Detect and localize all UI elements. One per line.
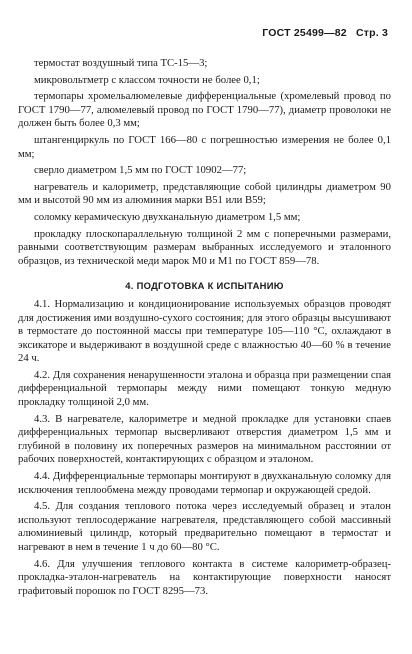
equipment-item: соломку керамическую двухканальную диаметром 1,5 мм;	[34, 210, 301, 223]
clause-4-1: 4.1. Нормализацию и кондиционирование используемых образцов проводят для достижения ими воздушно-сухого состояния; для этого образцы высушивают в термостате до постоянной массы при температуре 105—110 °С, охлаждают в эксикаторе и выдерживают в воздушной среде с влажностью 40—60 % в течение 24 ч.	[18, 297, 391, 365]
equipment-item: термостат воздушный типа ТС-15—3;	[34, 57, 208, 69]
page-header	[256, 27, 388, 39]
clause-4-4: 4.4. Дифференциальные термопары монтируют в двухканальную соломку для исключения теплообмена между проводами термопар и окружающей средой.	[18, 470, 391, 496]
equipment-item: сверло диаметром 1,5 мм по ГОСТ 10902—77;	[34, 164, 247, 177]
clause-4-2: 4.2. Для сохранения ненарушенности эталона и образца при размещении спая дифференциальной термопары между ними помещают тонкую медную прокладку толщиной 2,0 мм.	[18, 368, 391, 409]
equipment-item: прокладку плоскопараллельную толщиной 2 мм с поперечными размерами, равными соответствующим размерам выбранных исследуемого и эталонного образцов, из технической меди марок М0 и М1 по ГОСТ 859—78.	[18, 227, 391, 267]
clause-4-6: 4.6. Для улучшения теплового контакта в системе калориметр-образец-прокладка-эталон-нагреватель на контактирующие поверхности наносят графитовый порошок по ГОСТ 8295—73.	[18, 557, 391, 597]
equipment-item: штангенциркуль по ГОСТ 166—80 с погрешностью измерения не более 0,1 мм;	[18, 133, 391, 160]
section-title: 4. ПОДГОТОВКА К ИСПЫТАНИЮ	[125, 280, 284, 292]
clause-4-3: 4.3. В нагревателе, калориметре и медной прокладке для установки спаев дифференциальных термопар высверливают отверстия диаметром 1,5 мм и глубиной в половину их поперечных размеров на минимальном расстоянии от рабочих поверхностей, контактирующих с образцом и эталоном.	[18, 412, 391, 466]
standard-number: ГОСТ 25499—82	[262, 27, 347, 39]
page-body	[18, 57, 391, 601]
page-number: Стр. 3	[355, 27, 388, 39]
equipment-item: микровольтметр с классом точности не более 0,1;	[34, 73, 260, 86]
equipment-item: нагреватель и калориметр, представляющие собой цилиндры диаметром 90 мм и высотой 90 мм из алюминия марки В51 или В59;	[18, 180, 391, 207]
clause-4-5: 4.5. Для создания теплового потока через исследуемый образец и эталон используют теплосодержание нагревателя, представляющего собой массивный алюминиевый цилиндр, который предварительно помещают в термостат и нагревают в нем в течение 1 ч до 60—80 °С.	[18, 500, 391, 553]
equipment-item: термопары хромельалюмелевые дифференциальные (хромелевый провод по ГОСТ 1790—77, алюмелевый провод по ГОСТ 1790—77), диаметр проволоки не должен быть более 0,3 мм;	[18, 90, 391, 130]
